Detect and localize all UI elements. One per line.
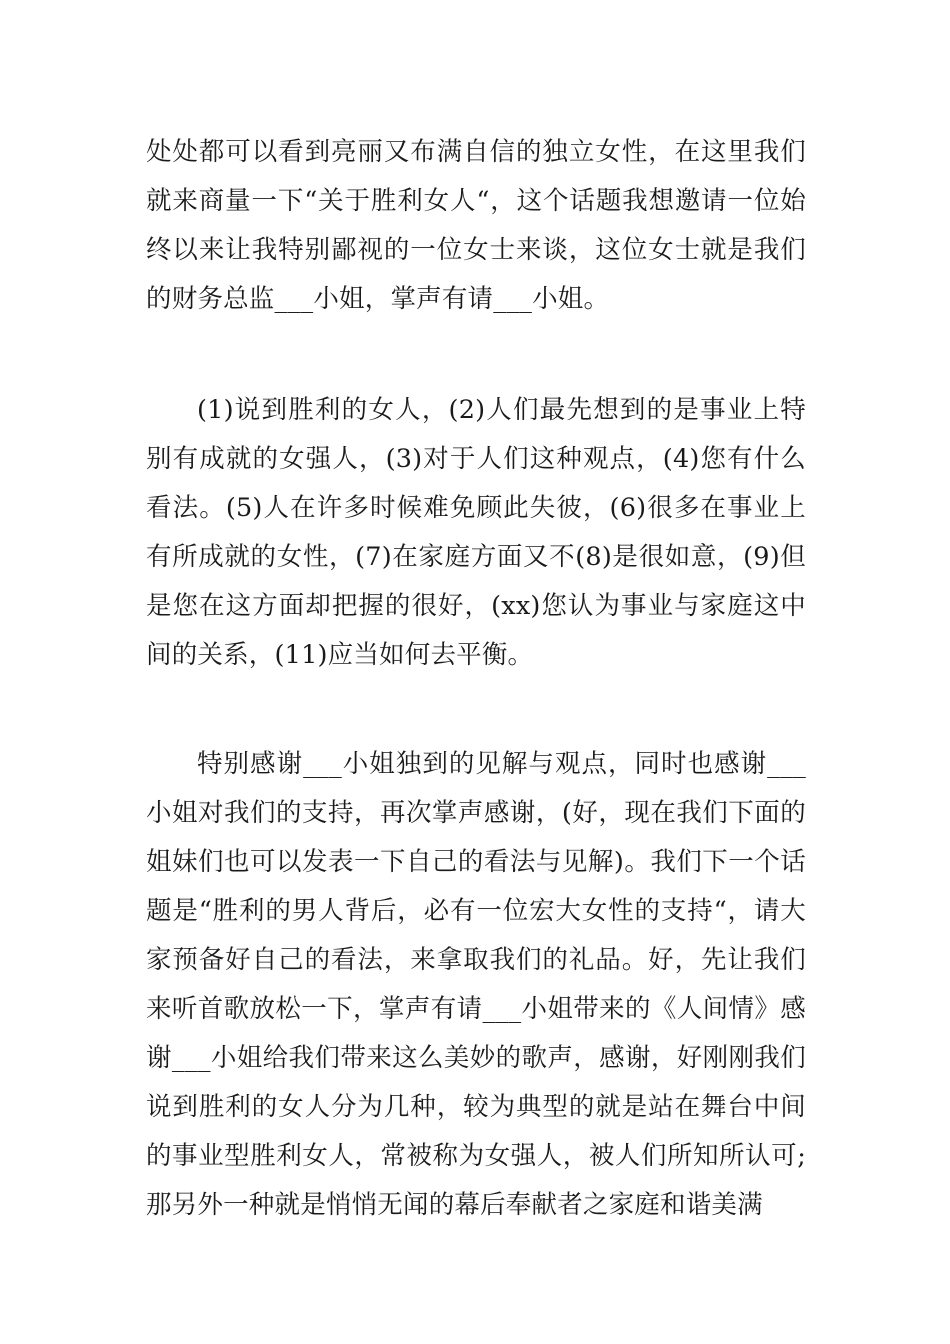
document-page [146,128,806,1230]
paragraph-3: 特别感谢___小姐独到的见解与观点，同时也感谢___小姐对我们的支持，再次掌声感谢，(好，现在我们下面的姐妹们也可以发表一下自己的看法与见解)。我们下一个话题是“胜利的男人背后，必有一位宏大女性的支持“，请大家预备好自己的看法，来拿取我们的礼品。好，先让我们来听首歌放松一下，掌声有请___小姐带来的《人间情》感谢___小姐给我们带来这么美妙的歌声，感谢，好刚刚我们说到胜利的女人分为几种，较为典型的就是站在舞台中间的事业型胜利女人，常被称为女强人，被人们所知所认可;那另外一种就是悄悄无闻的幕后奉献者之家庭和谐美满 [146,749,806,1220]
paragraph-spacer [146,324,806,386]
paragraph-1: 处处都可以看到亮丽又布满自信的独立女性，在这里我们就来商量一下“关于胜利女人“，这个话题我想邀请一位始终以来让我特别鄙视的一位女士来谈，这位女士就是我们的财务总监___小姐，掌声有请___小姐。 [146,137,806,314]
paragraph-2: (1)说到胜利的女人，(2)人们最先想到的是事业上特别有成就的女强人，(3)对于人们这种观点，(4)您有什么看法。(5)人在许多时候难免顾此失彼，(6)很多在事业上有所成就的女性，(7)在家庭方面又不(8)是很如意，(9)但是您在这方面却把握的很好，(xx)您认为事业与家庭这中间的关系，(11)应当如何去平衡。 [146,395,806,670]
paragraph-spacer [146,680,806,740]
